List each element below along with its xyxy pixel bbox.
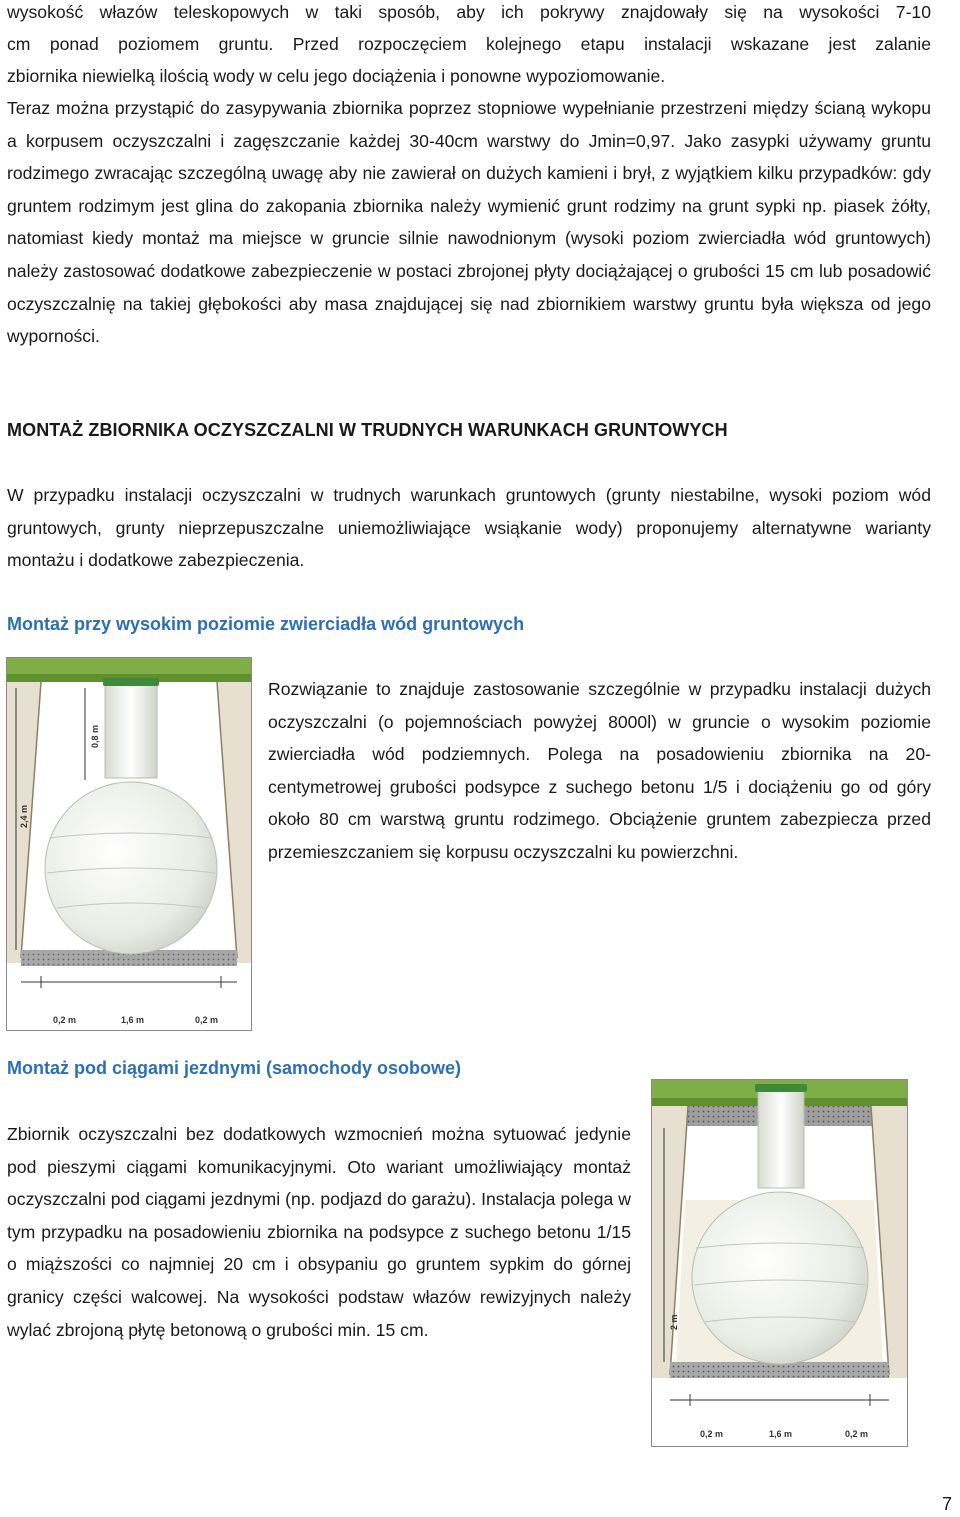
fig1-label-right: 0,2 m [195, 1015, 219, 1025]
intro-paragraph: Teraz można przystąpić do zasypywania zbiornika poprzez stopniowe wypełnianie przestrzeni między ścianą wykopu a korpusem oczyszczalni i zagęszczanie każdej 30-40cm warstwy do Jmin=0,97. Jako zasypki używamy gruntu rodzimego zwracając szczególną uwagę aby nie zawierał on dużych kamieni i brył, z wyjątkiem kilku przypadków: gdy gruntem rodzimym jest glina do zakopania zbiornika należy wymienić grunt rodzimy na grunt sypki np. piasek żółty, natomiast kiedy montaż ma miejsce w gruncie silnie nawodnionym (wysoki poziom zwierciadła wód gruntowych) należy zastosować dodatkowe zabezpieczenie w postaci zbrojonej płyty dociążającej o grubości 15 cm lub posadowić oczyszczalnię na takiej głębokości aby masa znajdującej się nad zbiornikiem warstwy gruntu była większa od jego wyporności. [7, 98, 931, 347]
fig1-label-cover: 0,8 m [90, 724, 100, 748]
fig2-label-mid: 1,6 m [769, 1429, 793, 1439]
section-main-text: W przypadku instalacji oczyszczalni w trudnych warunkach gruntowych (grunty niestabilne, wysoki poziom wód gruntowych, grunty nieprzepuszczalne uniemożliwiające wsiąkanie wody) proponujemy alternatywne warianty montażu i dodatkowe zabezpieczenia. [7, 485, 931, 571]
section-water-text: Rozwiązanie to znajduje zastosowanie szczególnie w przypadku instalacji dużych oczyszczalni (o pojemnościach powyżej 8000l) w gruncie o wysokim poziomie zwierciadła wód podziemnych. Polega na posadowieniu zbiornika na 20-centymetrowej grubości podsypce z suchego betonu 1/5 i dociążeniu go od góry około 80 cm warstwą gruntu rodzimego. Obciążenie gruntem zabezpiecza przed przemieszczaniem się korpusu oczyszczalni ku powierzchni. [268, 679, 931, 862]
fig2-label-left: 0,2 m [700, 1429, 724, 1439]
under-roads-diagram [652, 1080, 907, 1446]
fig1-label-total: 2,4 m [19, 804, 29, 828]
figure-high-groundwater [6, 657, 252, 1031]
figure-under-roads [651, 1079, 908, 1447]
intro-line-1: wysokość włazów teleskopowych w taki sposób, aby ich pokrywy znajdowały się na wysokości 7-10 [7, 2, 931, 22]
fig2-label-total: 2 m [669, 1314, 679, 1330]
intro-line-3: zbiornika niewielką ilością wody w celu jego dociążenia i ponowne wypoziomowanie. [7, 66, 666, 86]
section-roads-text: Zbiornik oczyszczalni bez dodatkowych wzmocnień można sytuować jedynie pod pieszymi ciągami komunikacyjnymi. Oto wariant umożliwiający montaż oczyszczalni pod ciągami jezdnymi (np. podjazd do garażu). Instalacja polega w tym przypadku na posadowieniu zbiornika na podsypce z suchego betonu 1/15 o miąższości co najmniej 20 cm i obsypaniu go gruntem sypkim do górnej granicy części walcowej. Na wysokości podstaw włazów rewizyjnych należy wylać zbrojoną płytę betonową o grubości min. 15 cm. [7, 1124, 631, 1340]
section-heading-main: MONTAŻ ZBIORNIKA OCZYSZCZALNI W TRUDNYCH WARUNKACH GRUNTOWYCH [7, 420, 728, 440]
fig1-label-mid: 1,6 m [121, 1015, 145, 1025]
intro-line-2: cm ponad poziomem gruntu. Przed rozpoczęciem kolejnego etapu instalacji wskazane jest zalanie [7, 34, 931, 54]
fig1-label-left: 0,2 m [53, 1015, 77, 1025]
section-heading-roads: Montaż pod ciągami jezdnymi (samochody osobowe) [7, 1058, 462, 1078]
section-heading-water: Montaż przy wysokim poziomie zwierciadła wód gruntowych [7, 614, 525, 634]
fig2-label-right: 0,2 m [845, 1429, 869, 1439]
high-groundwater-diagram [7, 658, 251, 1030]
page-number: 7 [941, 1494, 952, 1514]
